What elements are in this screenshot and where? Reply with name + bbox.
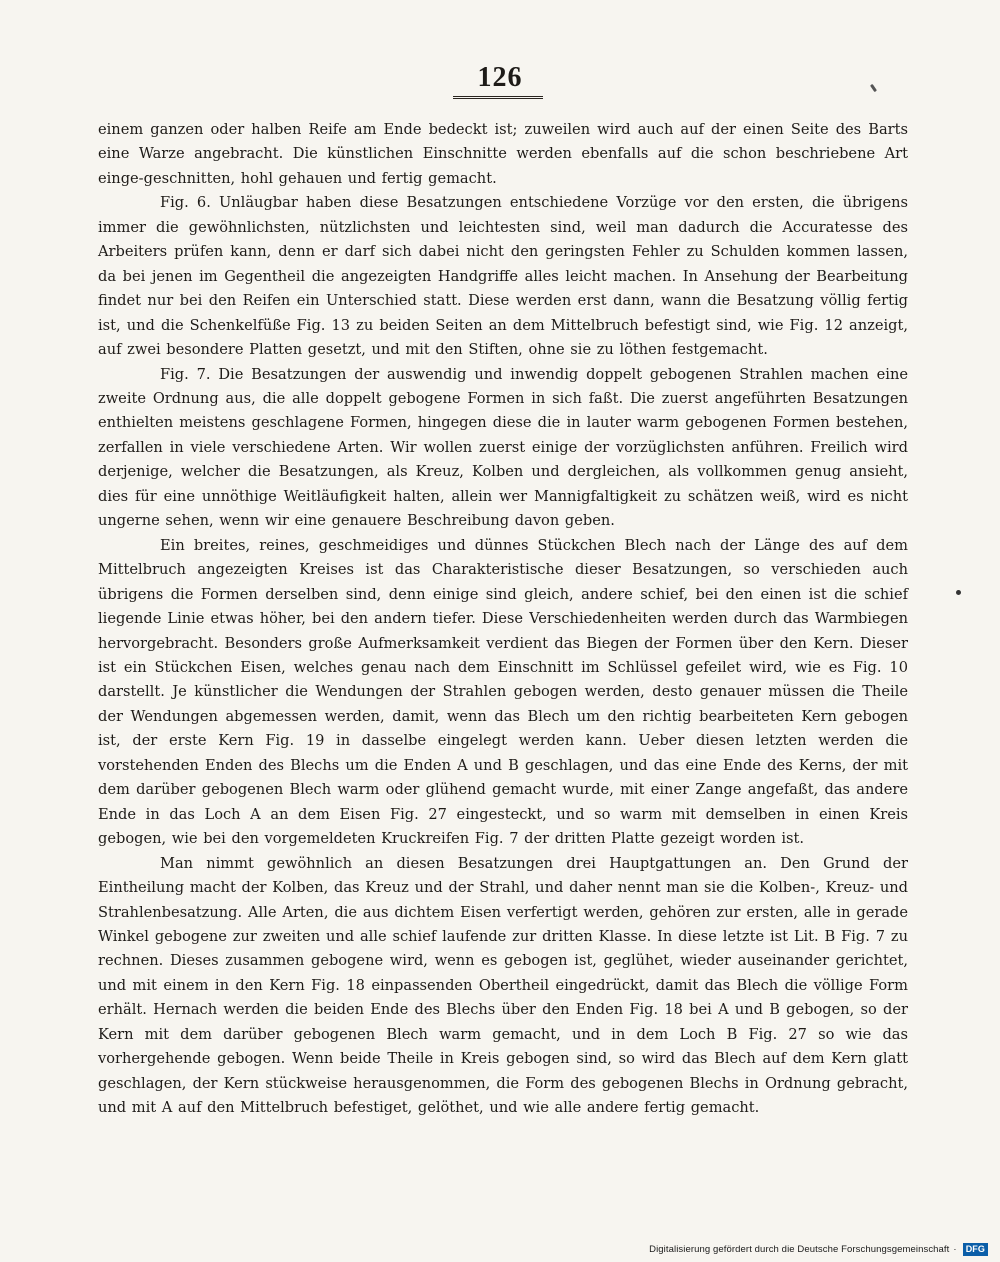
paragraph-continuation: einem ganzen oder halben Reife am Ende bedeckt ist; zuweilen wird auch auf der einen Seite des Barts eine Warze angebracht. Die künstlichen Einschnitte werden ebenfalls auf die schon beschriebene Art einge-geschnitten, hohl gehauen und fertig gemacht. bbox=[98, 121, 908, 187]
footer-separator: · bbox=[953, 1243, 957, 1255]
page-number-rule bbox=[453, 96, 543, 99]
scan-speck bbox=[870, 84, 877, 92]
paragraph-fig-7: Fig. 7. Die Besatzungen der auswendig und inwendig doppelt gebogenen Strahlen machen eine zweite Ordnung aus, die alle doppelt gebogene Formen in sich faßt. Die zuerst angeführten Besatzungen enthielten meistens geschlagene Formen, hingegen diese die in lauter warm gebogenen Formen bestehen, zerfallen in viele verschiedene Arten. Wir wollen zuerst einige der vorzüglichsten anführen. Freilich wird derjenige, welcher die Besatzungen, als Kreuz, Kolben und dergleichen, als vollkommen genug ansieht, dies für eine unnöthige Weitläufigkeit halten, allein wer Mannigfaltigkeit zu schätzen weiß, wird es nicht ungerne sehen, wenn wir eine genauere Beschreibung davon geben. bbox=[98, 365, 908, 530]
body-text bbox=[98, 118, 908, 1121]
page-number: 126 bbox=[477, 62, 523, 93]
digitization-footer bbox=[604, 1241, 988, 1257]
dfg-logo-icon: DFG bbox=[963, 1243, 988, 1256]
footer-credit: Digitalisierung gefördert durch die Deutsche Forschungsgemeinschaft bbox=[649, 1243, 950, 1255]
paragraph-blech: Ein breites, reines, geschmeidiges und dünnes Stückchen Blech nach der Länge des auf dem Mittelbruch angezeigten Kreises ist das Charakteristische dieser Besatzungen, so verschieden auch übrigens die Formen derselben sind, denn einige sind gleich, andere schief, bei den einen ist die schief liegende Linie etwas höher, bei den andern tiefer. Diese Verschiedenheiten werden durch das Warmbiegen hervorgebracht. Besonders große Aufmerksamkeit verdient das Biegen der Formen über den Kern. Dieser ist ein Stückchen Eisen, welches genau nach dem Einschnitt im Schlüssel gefeilet wird, wie es Fig. 10 darstellt. Je künstlicher die Wendungen der Strahlen gebogen werden, desto genauer müssen die Theile der Wendungen abgemessen werden, damit, wenn das Blech um den richtig bearbeiteten Kern gebogen ist, der erste Kern Fig. 19 in dasselbe eingelegt werden kann. Ueber diesen letzten werden die vorstehenden Enden des Blechs um die Enden A und B geschlagen, und das eine Ende des Kerns, der mit dem darüber gebogenen Blech warm oder glühend gemacht wurde, mit einer Zange angefaßt, das andere Ende in das Loch A an dem Eisen Fig. 27 eingesteckt, und so warm mit demselben in einen Kreis gebogen, wie bei den vorgemeldeten Kruckreifen Fig. 7 der dritten Platte gezeigt worden ist. bbox=[98, 536, 908, 848]
paragraph-hauptgattungen: Man nimmt gewöhnlich an diesen Besatzungen drei Hauptgattungen an. Den Grund der Eintheilung macht der Kolben, das Kreuz und der Strahl, und daher nennt man sie die Kolben-, Kreuz- und Strahlenbesatzung. Alle Arten, die aus dichtem Eisen verfertigt werden, gehören zur ersten, alle in gerade Winkel gebogene zur zweiten und alle schief laufende zur dritten Klasse. In diese letzte ist Lit. B Fig. 7 zu rechnen. Dieses zusammen gebogene wird, wenn es gebogen ist, geglühet, wieder auseinander gerichtet, und mit einem in den Kern Fig. 18 einpassenden Obertheil eingedrückt, damit das Blech die völlige Form erhält. Hernach werden die beiden Ende des Blechs über den Enden Fig. 18 bei A und B gebogen, so der Kern mit dem darüber gebogenen Blech warm gemacht, und in dem Loch B Fig. 27 so wie das vorhergehende gebogen. Wenn beide Theile in Kreis gebogen sind, so wird das Blech auf dem Kern glatt geschlagen, der Kern stückweise herausgenommen, die Form des gebogenen Blechs in Ordnung gebracht, und mit A auf den Mittelbruch befestiget, gelöthet, und wie alle andere fertig gemacht. bbox=[98, 854, 908, 1117]
paragraph-fig-6: Fig. 6. Unläugbar haben diese Besatzungen entschiedene Vorzüge vor den ersten, die übrigens immer die gewöhnlichsten, nützlichsten und leichtesten sind, weil man dadurch die Accuratesse des Arbeiters prüfen kann, denn er darf sich dabei nicht den geringsten Fehler zu Schulden kommen lassen, da bei jenen im Gegentheil die angezeigten Handgriffe alles leicht machen. In Ansehung der Bearbeitung findet nur bei den Reifen ein Unterschied statt. Diese werden erst dann, wann die Besatzung völlig fertig ist, und die Schenkelfüße Fig. 13 zu beiden Seiten an dem Mittelbruch befestigt sind, wie Fig. 12 anzeigt, auf zwei besondere Platten gesetzt, und mit den Stiften, ohne sie zu löthen festgemacht. bbox=[98, 194, 908, 359]
scan-speck bbox=[956, 590, 961, 595]
